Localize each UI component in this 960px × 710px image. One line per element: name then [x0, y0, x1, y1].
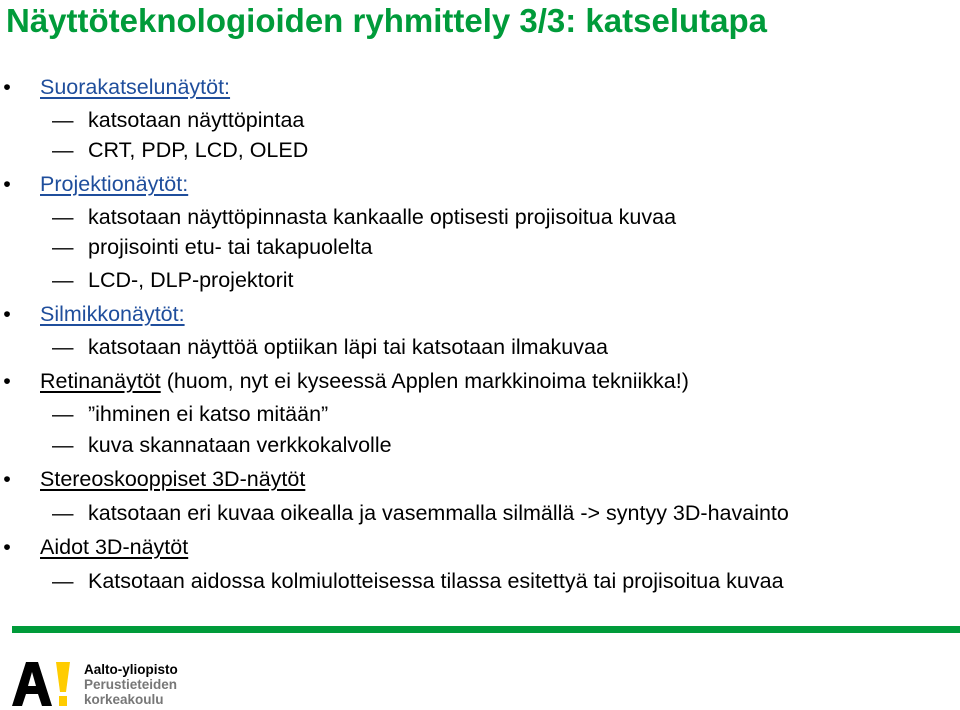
item-suffix: (huom, nyt ei kyseessä Applen markkinoima tekniikka!) [160, 369, 689, 393]
dash-icon: — [52, 433, 74, 457]
dash-icon: — [52, 501, 74, 525]
item-text: ”ihminen ei katso mitään” [88, 402, 329, 426]
bullet-icon: • [3, 535, 11, 559]
bullet-icon: • [3, 467, 11, 491]
item-text [40, 171, 188, 197]
item-heading: Retinanäytöt [40, 369, 161, 393]
dash-icon: — [52, 402, 74, 426]
item-text: Katsotaan aidossa kolmiulotteisessa tilassa esitettyä tai projisoitua kuvaa [88, 569, 784, 593]
dash-icon: — [52, 235, 74, 259]
dash-icon: — [52, 108, 74, 132]
dash-icon: — [52, 138, 74, 162]
university-name: Aalto-yliopisto [84, 662, 178, 677]
item-text: katsotaan näyttöä optiikan läpi tai katsotaan ilmakuvaa [88, 335, 608, 359]
item-text: projisointi etu- tai takapuolelta [88, 235, 373, 259]
item-heading: Aidot 3D-näytöt [40, 535, 189, 559]
school-name-line1: Perustieteiden [84, 677, 178, 692]
bullet-icon: • [3, 75, 11, 99]
item-text: katsotaan näyttöpintaa [88, 108, 305, 132]
item-text: katsotaan eri kuvaa oikealla ja vasemmalla silmällä -> syntyy 3D-havainto [88, 501, 789, 525]
item-heading: Stereoskooppiset 3D-näytöt [40, 467, 306, 491]
item-heading: Suorakatselunäytöt: [40, 75, 231, 99]
item-heading: Silmikkonäytöt: [40, 302, 185, 326]
institution-name [84, 662, 178, 707]
item-text [40, 74, 230, 100]
item-text [40, 301, 185, 327]
item-text [40, 534, 188, 560]
dash-icon: — [52, 569, 74, 593]
bullet-icon: • [3, 369, 11, 393]
item-text: katsotaan näyttöpinnasta kankaalle optisesti projisoitua kuvaa [88, 205, 677, 229]
bullet-icon: • [3, 172, 11, 196]
item-text: kuva skannataan verkkokalvolle [88, 433, 392, 457]
dash-icon: — [52, 335, 74, 359]
aalto-logo-icon [12, 660, 72, 706]
bullet-icon: • [3, 302, 11, 326]
item-text: LCD-, DLP-projektorit [88, 268, 294, 292]
item-text [40, 368, 689, 394]
footer-divider [12, 626, 960, 633]
item-text [40, 466, 305, 492]
school-name-line2: korkeakoulu [84, 692, 164, 707]
item-heading: Projektionäytöt: [40, 172, 189, 196]
item-text: CRT, PDP, LCD, OLED [88, 138, 309, 162]
slide-title: Näyttöteknologioiden ryhmittely 3/3: katselutapa [6, 2, 767, 39]
dash-icon: — [52, 205, 74, 229]
dash-icon: — [52, 268, 74, 292]
